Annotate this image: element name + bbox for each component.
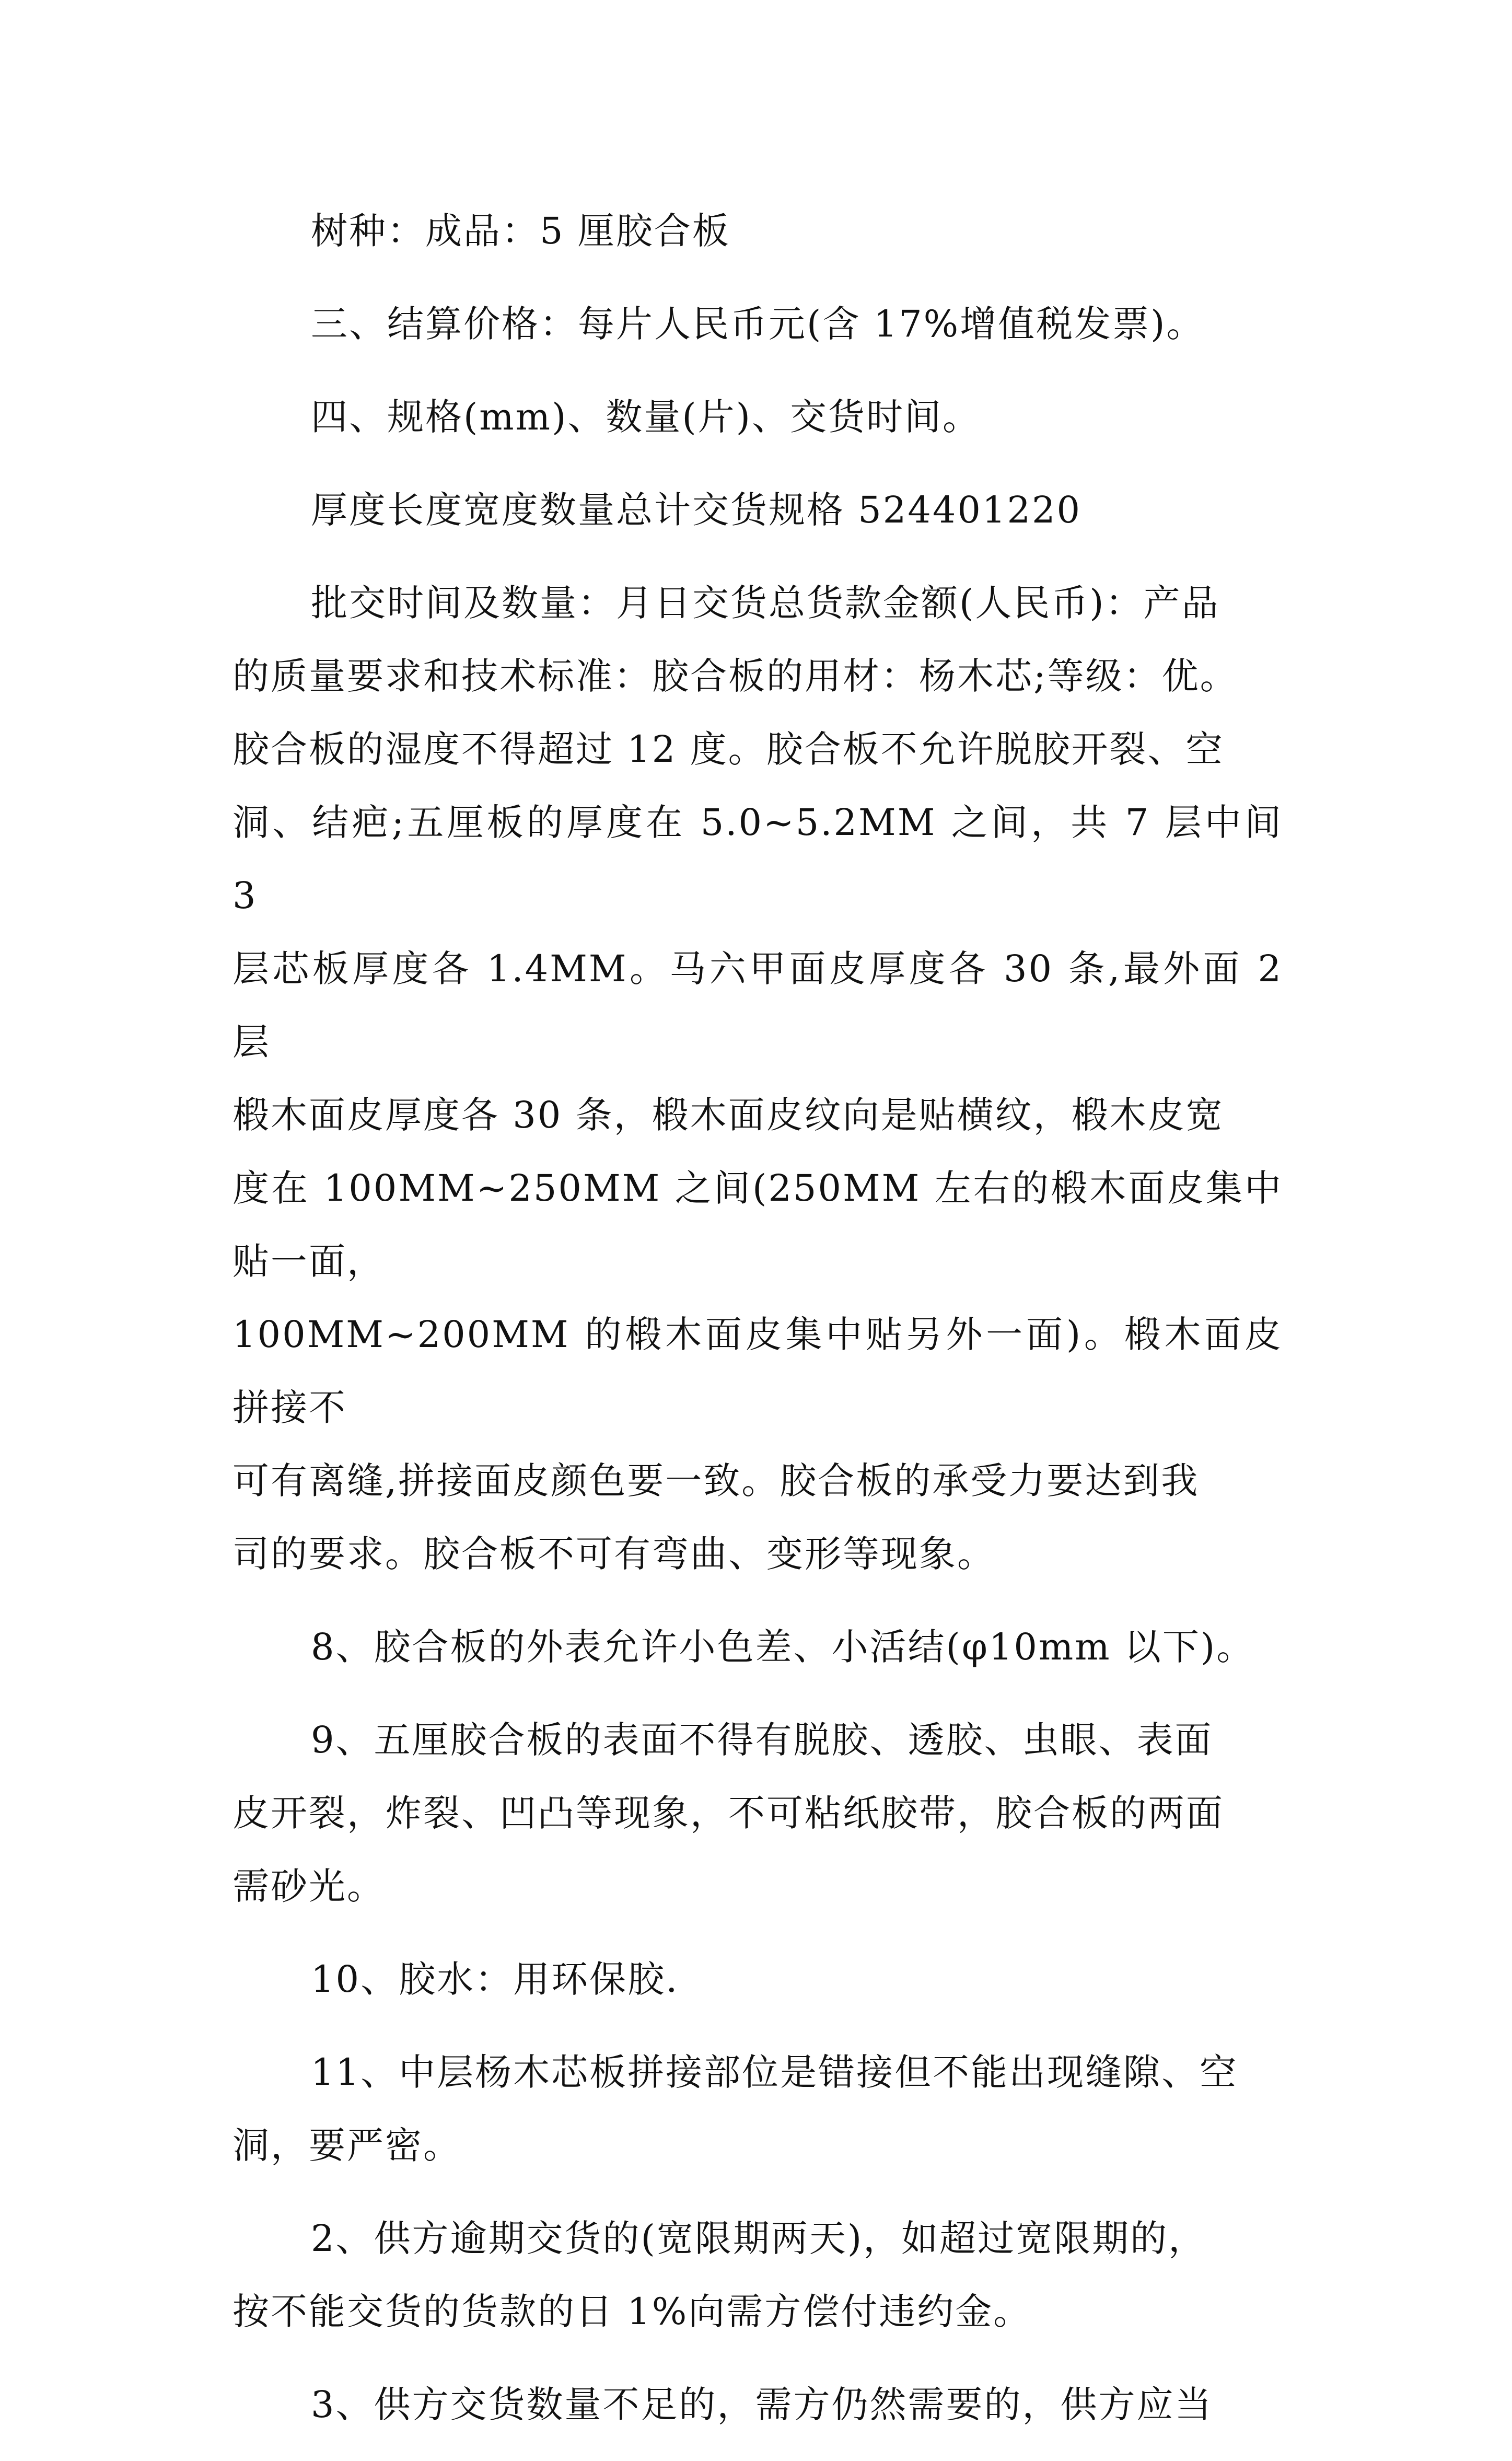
text-line: 的质量要求和技术标准：胶合板的用材：杨木芯;等级：优。 (232, 655, 1238, 698)
text-line: 按不能交货的货款的日 1%向需方偿付违约金。 (232, 2290, 1032, 2333)
paragraph-item-8 (232, 1610, 1283, 1684)
paragraph-quality-requirements (232, 566, 1283, 1591)
paragraph-short-delivery (232, 2368, 1283, 2441)
text-line: 胶合板的湿度不得超过 12 度。胶合板不允许脱胶开裂、空 (232, 728, 1224, 771)
text-line: 可有离缝,拼接面皮颜色要一致。胶合板的承受力要达到我 (232, 1459, 1200, 1502)
text-line: 度在 100MM~250MM 之间(250MM 左右的椴木面皮集中贴一面， (232, 1167, 1283, 1283)
paragraph-specification (232, 380, 1283, 454)
paragraph-settlement-price (232, 287, 1283, 361)
text-line: 司的要求。胶合板不可有弯曲、变形等现象。 (232, 1533, 995, 1575)
paragraph-item-11 (232, 2036, 1283, 2182)
paragraph-item-10 (232, 1943, 1283, 2016)
text-line: 11、中层杨木芯板拼接部位是错接但不能出现缝隙、空 (311, 2051, 1238, 2094)
text-line: 树种：成品：5 厘胶合板 (311, 210, 730, 252)
paragraph-tree-species (232, 194, 1283, 268)
text-line: 四、规格(mm)、数量(片)、交货时间。 (311, 396, 981, 438)
text-line: 10、胶水：用环保胶. (311, 1958, 679, 2001)
text-line: 批交时间及数量：月日交货总货款金额(人民币)：产品 (311, 582, 1220, 624)
text-line: 需砂光。 (232, 1865, 385, 1908)
text-line: 9、五厘胶合板的表面不得有脱胶、透胶、虫眼、表面 (311, 1719, 1213, 1761)
text-line: 100MM~200MM 的椴木面皮集中贴另外一面)。椴木面皮拼接不 (232, 1313, 1283, 1429)
paragraph-spec-table-text (232, 473, 1283, 547)
document-body (232, 194, 1283, 2461)
text-line: 层芯板厚度各 1.4MM。马六甲面皮厚度各 30 条,最外面 2 层 (232, 947, 1283, 1063)
text-line: 洞、结疤;五厘板的厚度在 5.0~5.2MM 之间，共 7 层中间 3 (232, 801, 1283, 917)
text-line: 三、结算价格：每片人民币元(含 17%增值税发票)。 (311, 303, 1205, 345)
text-line: 洞，要严密。 (232, 2124, 461, 2167)
paragraph-late-delivery (232, 2202, 1283, 2348)
text-line: 皮开裂，炸裂、凹凸等现象，不可粘纸胶带，胶合板的两面 (232, 1792, 1224, 1835)
text-line: 8、胶合板的外表允许小色差、小活结(φ10mm 以下)。 (311, 1626, 1255, 1668)
text-line: 厚度长度宽度数量总计交货规格 524401220 (311, 489, 1082, 531)
text-line: 3、供方交货数量不足的，需方仍然需要的，供方应当 (311, 2383, 1213, 2426)
text-line: 2、供方逾期交货的(宽限期两天)，如超过宽限期的， (311, 2217, 1207, 2260)
paragraph-item-9 (232, 1703, 1283, 1923)
text-line: 椴木面皮厚度各 30 条，椴木面皮纹向是贴横纹，椴木皮宽 (232, 1094, 1224, 1136)
